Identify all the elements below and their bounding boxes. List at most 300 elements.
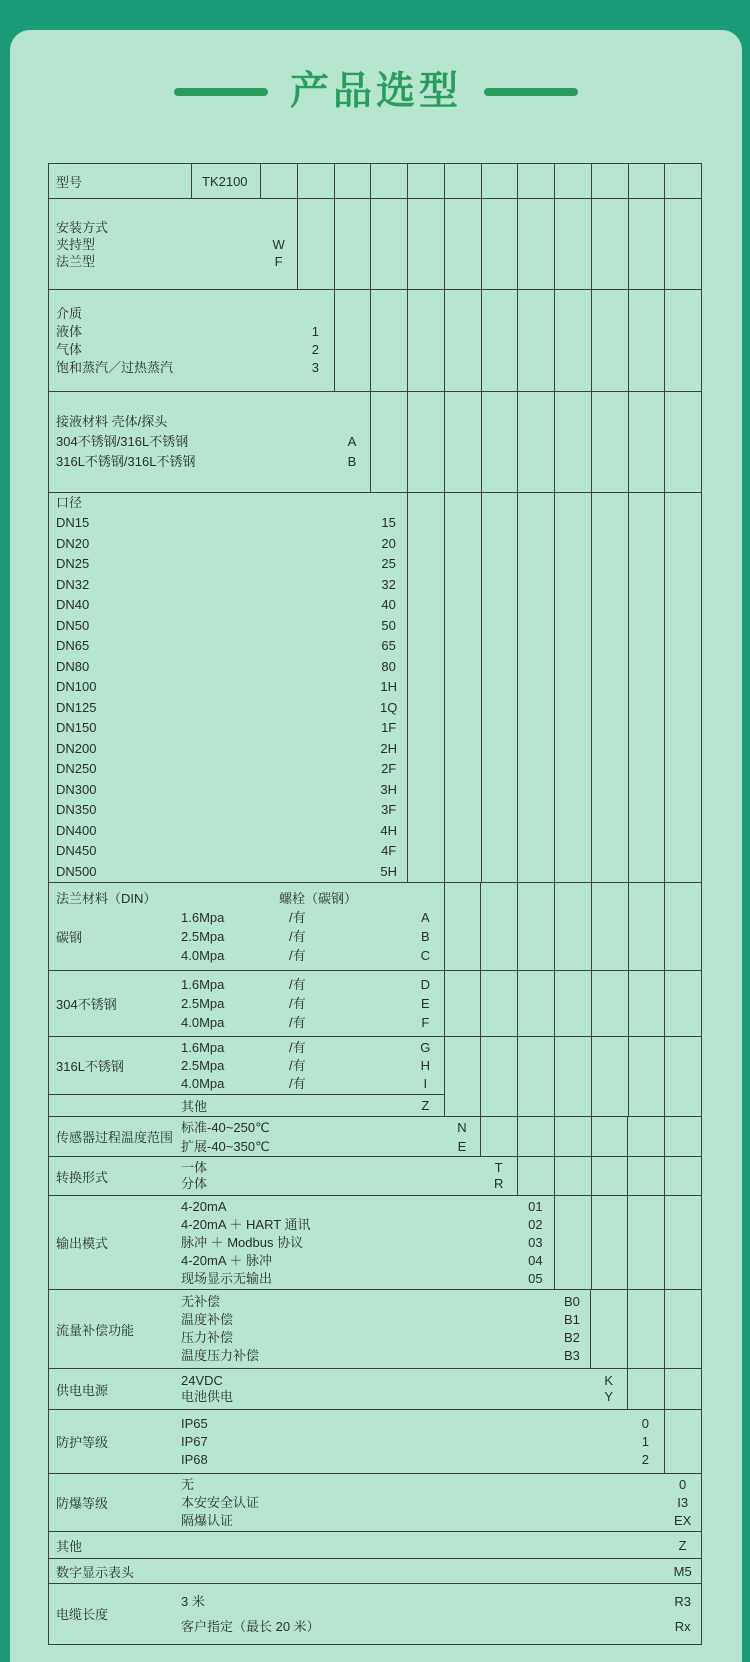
grid-cell <box>517 164 554 198</box>
option-line <box>181 1373 627 1389</box>
grid-cell <box>591 164 628 198</box>
option-code: F <box>421 1015 430 1031</box>
grid-cell <box>554 1196 591 1289</box>
option-label: DN500 <box>56 863 97 879</box>
option-code: I <box>423 1075 428 1091</box>
option-label: DN100 <box>56 679 97 695</box>
grid-cell <box>554 1117 591 1156</box>
option-line <box>181 1234 554 1252</box>
bolt-label: /有 <box>289 909 306 925</box>
option-code: W <box>272 236 285 252</box>
section-header <box>49 412 370 432</box>
option-list <box>181 1369 627 1409</box>
option-label: DN15 <box>56 515 90 531</box>
option-label: 一体 <box>181 1160 208 1175</box>
grid-cell <box>591 1117 628 1156</box>
option-list <box>181 1196 554 1289</box>
table-row-power-supply <box>49 1368 701 1409</box>
bolt-label: /有 <box>289 928 306 944</box>
row-label: 防护等级 <box>56 1435 109 1450</box>
flange-group <box>49 975 444 1032</box>
option-line <box>181 1118 480 1137</box>
option-code: 02 <box>528 1216 543 1232</box>
option-list <box>49 432 370 472</box>
protection-cell <box>49 1410 664 1473</box>
flange-group-carbon-steel <box>49 883 701 970</box>
option-line <box>181 1347 590 1365</box>
option-line <box>49 718 407 739</box>
content-panel <box>10 30 742 1662</box>
table-row-model <box>49 164 701 198</box>
option-label: DN32 <box>56 576 90 592</box>
option-line <box>49 657 407 678</box>
title-dash-right-icon <box>484 88 578 96</box>
option-code: D <box>420 977 431 993</box>
section-header-label: 接液材料 壳体/探头 <box>56 414 168 429</box>
option-line <box>181 1160 517 1176</box>
option-code: 1F <box>381 720 397 736</box>
cable-cell <box>49 1584 701 1643</box>
option-line <box>49 575 407 596</box>
option-label: 法兰型 <box>56 253 96 269</box>
grid-cell <box>334 199 371 289</box>
option-line <box>181 1176 517 1192</box>
table-row-output-mode <box>49 1195 701 1289</box>
option-line <box>181 1451 664 1469</box>
grid-cell <box>627 1117 664 1156</box>
title-dash-left-icon <box>174 88 268 96</box>
option-code: Y <box>604 1389 613 1404</box>
diameter-cell <box>49 493 407 882</box>
row-label: 转换形式 <box>56 1169 109 1185</box>
flange-header <box>49 889 444 908</box>
flange-group-label: 316L不锈钢 <box>56 1059 124 1074</box>
option-code: B <box>421 928 430 944</box>
option-line <box>181 1311 590 1329</box>
table-row-wetted-material <box>49 391 701 492</box>
table-row-flange-material <box>49 882 701 1116</box>
model-label: 型号 <box>56 174 83 190</box>
code-grid <box>370 392 701 492</box>
option-line <box>181 1039 444 1057</box>
grid-cell <box>370 392 407 492</box>
grid-cell <box>664 883 701 970</box>
option-code: R3 <box>674 1593 691 1609</box>
option-code: 1Q <box>379 699 398 715</box>
option-label: 3 米 <box>181 1593 205 1609</box>
table-row-other <box>49 1531 701 1558</box>
option-list <box>181 1410 664 1473</box>
grid-cell <box>628 164 665 198</box>
option-line <box>49 698 407 719</box>
option-label: 脉冲 ＋ Modbus 协议 <box>181 1234 304 1250</box>
option-line <box>181 1216 554 1234</box>
option-code: 80 <box>381 658 396 674</box>
grid-cell <box>628 199 665 289</box>
temp-range-cell <box>49 1117 480 1156</box>
option-code: C <box>420 947 431 963</box>
grid-cell <box>370 290 407 391</box>
option-list <box>49 323 334 377</box>
option-code: B <box>347 454 357 469</box>
grid-cell <box>517 1037 554 1116</box>
table-row-converter-form <box>49 1156 701 1195</box>
option-label: 分体 <box>181 1176 208 1191</box>
option-line <box>181 1415 664 1433</box>
grid-cell <box>664 1410 701 1473</box>
option-code: 50 <box>381 617 396 633</box>
row-label: 传感器过程温度范围 <box>56 1130 174 1145</box>
medium-cell <box>49 290 334 391</box>
option-line <box>49 841 407 862</box>
grid-cell <box>591 493 628 882</box>
section-header-label: 安装方式 <box>56 219 109 235</box>
option-line <box>181 1329 590 1347</box>
option-code: 2F <box>381 761 397 777</box>
option-label: 4-20mA ＋ HART 通讯 <box>181 1216 311 1232</box>
option-label: DN350 <box>56 802 97 818</box>
grid-cell <box>554 392 591 492</box>
bolt-label: /有 <box>289 977 306 993</box>
code-grid <box>297 199 701 289</box>
option-label: DN200 <box>56 740 97 756</box>
option-line <box>181 1589 701 1614</box>
grid-cell <box>517 199 554 289</box>
grid-cell <box>554 164 591 198</box>
option-line <box>49 534 407 555</box>
option-list <box>181 975 444 1032</box>
grid-cell <box>480 883 517 970</box>
code-grid <box>664 1410 701 1473</box>
code-grid <box>334 290 701 391</box>
grid-cell <box>517 290 554 391</box>
grid-cell <box>664 971 701 1036</box>
grid-cell <box>297 164 334 198</box>
option-code: Z <box>678 1537 687 1553</box>
option-line <box>181 994 444 1013</box>
option-list <box>181 1117 480 1156</box>
grid-cell <box>260 164 297 198</box>
option-line <box>49 1532 701 1558</box>
option-code: 32 <box>381 576 396 592</box>
grid-cell <box>554 290 591 391</box>
grid-cell <box>407 392 444 492</box>
option-line <box>181 1252 554 1270</box>
option-line <box>49 323 334 341</box>
section-header <box>49 305 334 323</box>
option-line <box>181 1075 444 1093</box>
option-line <box>49 1559 701 1583</box>
flange-header-right: 螺栓（碳钢） <box>279 890 358 906</box>
flange-header-left: 法兰材料（DIN） <box>56 890 157 906</box>
option-label: 隔爆认证 <box>181 1512 234 1528</box>
table-row-explosion-proof <box>49 1473 701 1531</box>
grid-cell <box>480 971 517 1036</box>
bolt-label: /有 <box>289 1075 306 1091</box>
grid-cell <box>591 290 628 391</box>
bolt-label: /有 <box>289 996 306 1012</box>
option-code: B3 <box>564 1348 580 1363</box>
grid-cell <box>480 1037 517 1116</box>
grid-cell <box>591 971 628 1036</box>
option-line <box>181 1137 480 1156</box>
code-grid <box>627 1369 701 1409</box>
grid-cell <box>517 392 554 492</box>
grid-cell <box>444 971 481 1036</box>
table-row-install-type <box>49 198 701 289</box>
option-list <box>181 1157 517 1195</box>
option-line <box>49 236 297 253</box>
section-header <box>49 493 407 514</box>
grid-cell <box>517 1117 554 1156</box>
grid-cell <box>517 971 554 1036</box>
option-code: 5H <box>380 863 397 879</box>
grid-cell <box>664 164 701 198</box>
flange-cell <box>49 971 444 1036</box>
option-label: 现场显示无输出 <box>181 1270 273 1286</box>
option-code: 01 <box>528 1198 543 1214</box>
option-label: DN300 <box>56 781 97 797</box>
grid-cell <box>444 392 481 492</box>
option-line <box>49 800 407 821</box>
model-value: TK2100 <box>191 164 260 198</box>
option-code: M5 <box>673 1563 692 1579</box>
grid-cell <box>628 1037 665 1116</box>
grid-cell <box>481 493 518 882</box>
option-label: 4-20mA <box>181 1198 227 1214</box>
option-list <box>181 908 444 965</box>
option-code: E <box>421 996 430 1012</box>
grid-cell <box>627 1290 664 1368</box>
option-line <box>49 616 407 637</box>
option-label: 压力补偿 <box>181 1330 234 1345</box>
option-label: 液体 <box>56 323 83 339</box>
grid-cell <box>627 1369 664 1409</box>
grid-cell <box>664 1037 701 1116</box>
code-grid <box>407 493 701 882</box>
option-line <box>49 513 407 534</box>
wetted-cell <box>49 392 370 492</box>
option-label: 无补偿 <box>181 1294 221 1309</box>
explosion-cell <box>49 1474 701 1531</box>
option-label: 电池供电 <box>181 1389 234 1404</box>
grid-cell <box>444 1037 481 1116</box>
option-label: 温度压力补偿 <box>181 1348 260 1363</box>
table-row-flow-compensation <box>49 1289 701 1368</box>
option-code: B2 <box>564 1330 580 1345</box>
option-code: 4H <box>380 822 397 838</box>
flange-group-316l <box>49 1036 701 1116</box>
grid-cell <box>481 199 518 289</box>
option-line <box>181 927 444 946</box>
table-row-diameter <box>49 492 701 882</box>
option-line <box>181 1614 701 1639</box>
option-code: 15 <box>381 515 396 531</box>
option-line <box>49 759 407 780</box>
option-code: 1H <box>380 679 397 695</box>
grid-cell <box>554 883 591 970</box>
page-title-text: 产品选型 <box>289 70 462 113</box>
table-row-temperature-range <box>49 1116 701 1156</box>
option-label: 饱和蒸汽／过热蒸汽 <box>56 359 174 375</box>
option-label: 4-20mA ＋ 脉冲 <box>181 1252 273 1268</box>
option-code: B1 <box>564 1312 580 1327</box>
option-code: Rx <box>674 1618 691 1634</box>
pressure-label: 1.6Mpa <box>181 1039 225 1055</box>
option-code: 2H <box>380 740 397 756</box>
option-code: 3F <box>381 802 397 818</box>
option-line <box>181 1476 701 1494</box>
option-label: 其他 <box>181 1099 208 1114</box>
grid-cell <box>554 1157 591 1195</box>
grid-cell <box>664 1117 701 1156</box>
grid-cell <box>517 883 554 970</box>
pressure-label: 1.6Mpa <box>181 977 225 993</box>
flange-group <box>49 908 444 965</box>
option-label: DN40 <box>56 597 90 613</box>
option-line <box>49 677 407 698</box>
option-code: R <box>493 1176 504 1191</box>
option-code: A <box>347 434 357 449</box>
install-cell <box>49 199 297 289</box>
grid-cell <box>370 164 407 198</box>
flange-cell <box>49 1037 444 1116</box>
row-label: 流量补偿功能 <box>56 1322 135 1338</box>
option-line <box>181 1198 554 1216</box>
option-label: 24VDC <box>181 1373 223 1388</box>
code-grid <box>444 883 701 970</box>
flange-cell <box>49 883 444 970</box>
option-code: 3H <box>380 781 397 797</box>
grid-cell <box>554 493 591 882</box>
compensation-cell <box>49 1290 590 1368</box>
page-title <box>10 30 742 114</box>
option-code: 03 <box>528 1234 543 1250</box>
option-label: 304不锈钢/316L不锈钢 <box>56 434 189 449</box>
pressure-label: 1.6Mpa <box>181 909 225 925</box>
grid-cell <box>481 392 518 492</box>
option-label: DN25 <box>56 556 90 572</box>
option-line <box>49 554 407 575</box>
output-cell <box>49 1196 554 1289</box>
pressure-label: 4.0Mpa <box>181 1015 225 1031</box>
code-grid <box>590 1290 701 1368</box>
option-list <box>49 513 407 882</box>
option-line <box>49 452 370 472</box>
row-label: 供电电源 <box>56 1382 109 1398</box>
option-label: 夹持型 <box>56 236 96 252</box>
converter-cell <box>49 1157 517 1195</box>
row-label: 防爆等级 <box>56 1496 109 1511</box>
bolt-label: /有 <box>289 1057 306 1073</box>
bolt-label: /有 <box>289 1015 306 1031</box>
grid-cell <box>444 164 481 198</box>
section-header-label: 口径 <box>56 494 83 510</box>
option-line <box>49 253 297 270</box>
power-cell <box>49 1369 627 1409</box>
option-code: 65 <box>381 638 396 654</box>
row-label: 输出模式 <box>56 1236 109 1251</box>
option-code: 2 <box>311 341 319 357</box>
option-line <box>49 359 334 377</box>
grid-cell <box>664 392 701 492</box>
display-cell <box>49 1559 701 1583</box>
table-row-medium <box>49 289 701 391</box>
option-label: IP67 <box>181 1433 208 1449</box>
option-code: G <box>420 1039 431 1055</box>
row-label: 电缆长度 <box>56 1607 109 1622</box>
code-grid <box>517 1157 701 1195</box>
option-label: IP68 <box>181 1451 208 1467</box>
grid-cell <box>664 1369 701 1409</box>
option-line <box>181 1494 701 1512</box>
bolt-label: /有 <box>289 1039 306 1055</box>
grid-cell <box>664 493 701 882</box>
option-list <box>181 1474 701 1531</box>
option-list <box>181 1290 590 1368</box>
option-code: H <box>420 1057 431 1073</box>
row-label: 其他 <box>56 1538 83 1554</box>
product-selection-table <box>48 163 702 1645</box>
grid-cell <box>591 1037 628 1116</box>
option-label: 无 <box>181 1476 195 1492</box>
grid-cell <box>481 290 518 391</box>
option-label: DN50 <box>56 617 90 633</box>
option-code: 05 <box>528 1270 543 1286</box>
code-grid <box>554 1196 701 1289</box>
grid-cell <box>407 290 444 391</box>
option-code: 4F <box>381 843 397 859</box>
code-grid <box>260 164 701 198</box>
option-list <box>49 236 297 270</box>
grid-cell <box>407 164 444 198</box>
option-label: DN450 <box>56 843 97 859</box>
grid-cell <box>444 290 481 391</box>
option-code: 04 <box>528 1252 543 1268</box>
option-label: IP65 <box>181 1415 208 1431</box>
option-line <box>181 1389 627 1405</box>
option-label: 气体 <box>56 341 83 357</box>
grid-cell <box>628 493 665 882</box>
grid-cell <box>517 493 554 882</box>
flange-group-label: 碳钢 <box>56 929 83 945</box>
code-grid <box>444 1037 701 1116</box>
option-line <box>49 595 407 616</box>
option-line <box>181 908 444 927</box>
pressure-label: 2.5Mpa <box>181 1057 225 1073</box>
grid-cell <box>334 290 371 391</box>
grid-cell <box>627 1196 664 1289</box>
option-code: EX <box>673 1512 692 1528</box>
grid-cell <box>554 971 591 1036</box>
option-code: A <box>421 909 430 925</box>
option-label: 客户指定（最长 20 米） <box>181 1618 320 1634</box>
option-line <box>181 1293 590 1311</box>
option-code: E <box>457 1138 467 1154</box>
grid-cell <box>628 883 665 970</box>
grid-cell <box>407 199 444 289</box>
grid-cell <box>554 199 591 289</box>
option-code: 0 <box>679 1476 687 1492</box>
other-cell <box>49 1532 701 1558</box>
grid-cell <box>370 199 407 289</box>
grid-cell <box>591 1196 628 1289</box>
pressure-label: 4.0Mpa <box>181 1075 225 1091</box>
option-list <box>181 1037 444 1094</box>
option-code: 1 <box>311 323 319 339</box>
grid-cell <box>297 199 334 289</box>
option-line <box>49 432 370 452</box>
